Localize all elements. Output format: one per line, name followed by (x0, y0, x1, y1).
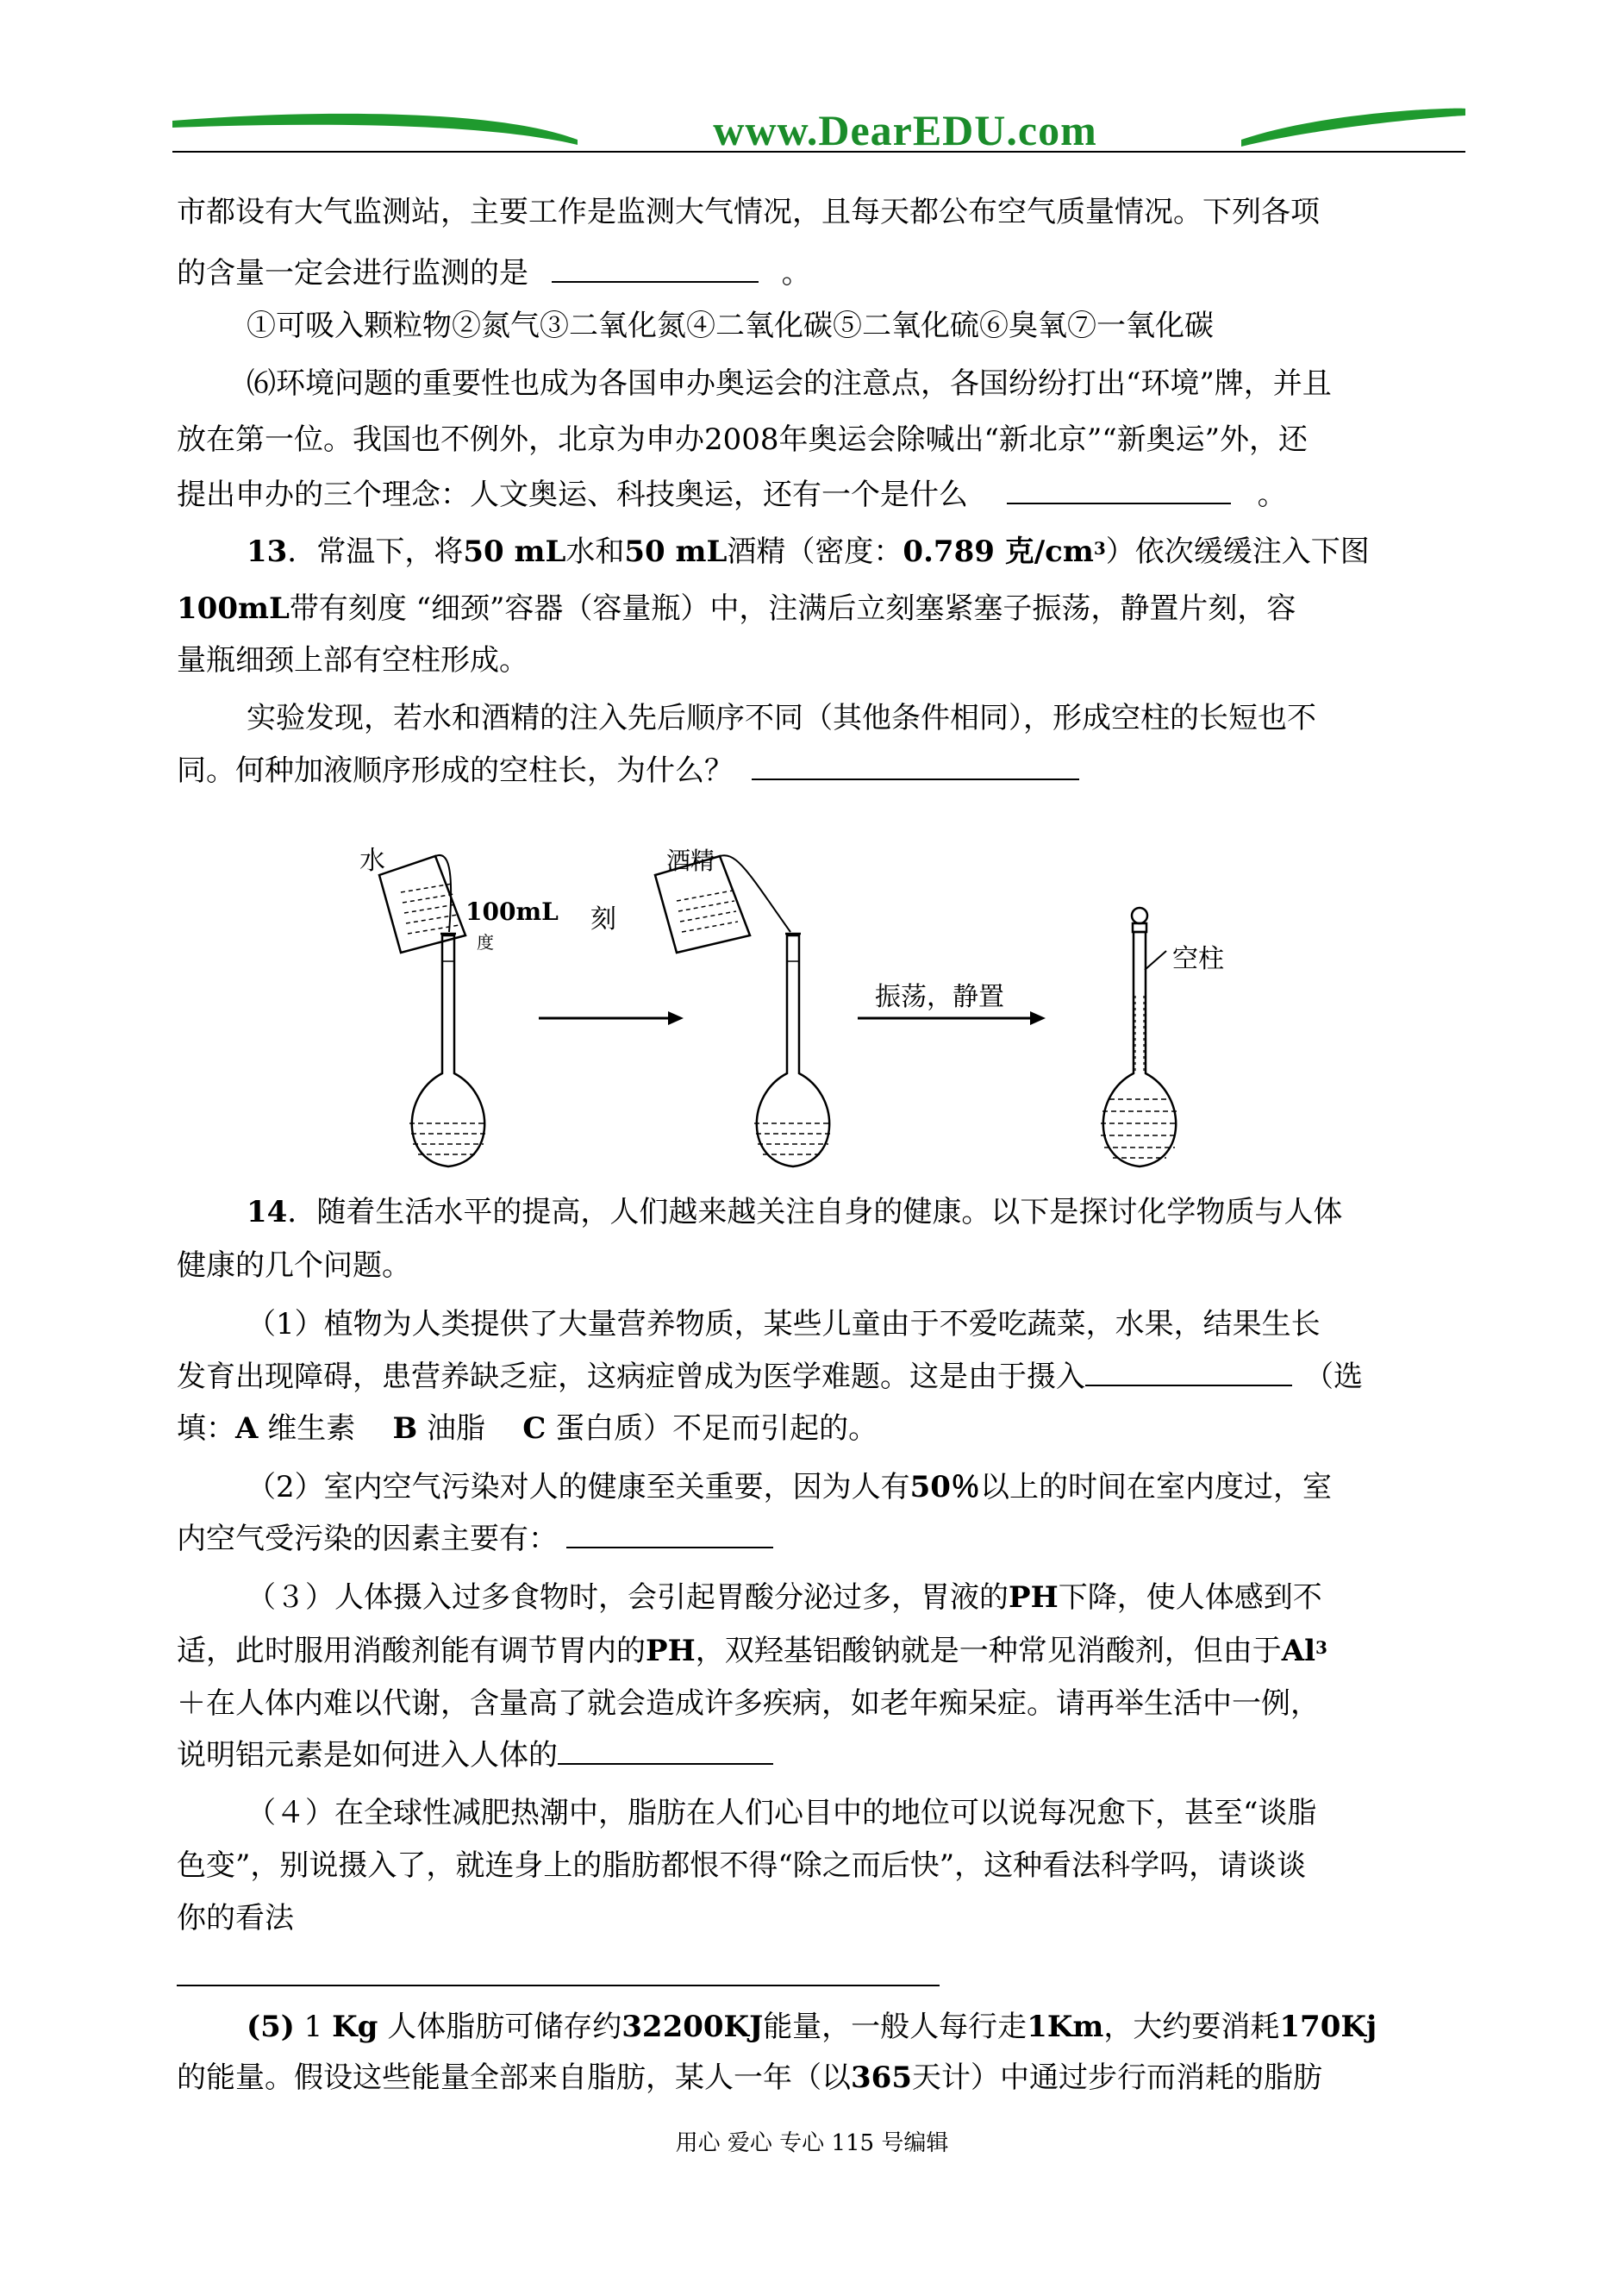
label-scale: 刻 (590, 904, 616, 935)
page-footer: 用心 爱心 专心 115 号编辑 (675, 2130, 949, 2156)
text-line: （４）在全球性减肥热潮中，脂肪在人们心目中的地位可以说每况愈下，甚至“谈脂 (247, 1796, 1317, 1830)
flask-2 (754, 934, 832, 1166)
text-line: 适，此时服用消酸剂能有调节胃内的PH，双羟基铝酸钠就是一种常见消酸剂，但由于Al$^3$ (177, 1634, 1327, 1668)
flask-1 (409, 934, 487, 1166)
question-13-line: 13．常温下，将50 mL水和50 mL酒精（密度：0.789 克$/cm^3$）依次缓缓注入下图 (247, 535, 1370, 569)
options-line: ①可吸入颗粒物②氮气③二氧化氮④二氧化碳⑤二氧化硫⑥臭氧⑦一氧化碳 (247, 309, 1214, 343)
answer-rule[interactable] (177, 1985, 940, 1986)
site-logo[interactable]: www.DearEDU.com (713, 106, 1097, 154)
beaker-water (379, 855, 465, 953)
answer-blank[interactable] (1007, 477, 1231, 504)
question-number: 13 (247, 535, 288, 569)
text-line: 同。何种加液顺序形成的空柱长，为什么？ (177, 750, 1461, 791)
question-number: 14 (247, 1195, 288, 1229)
answer-blank[interactable] (566, 1521, 773, 1548)
label-shake: 振荡，静置 (875, 982, 1004, 1012)
text-line: 的含量一定会进行监测的是 。 (177, 256, 811, 291)
experiment-figure (359, 846, 1306, 1168)
text-line: ＋在人体内难以代谢，含量高了就会造成许多疾病，如老年痴呆症。请再举生活中一例， (177, 1686, 1320, 1721)
text-line: ⑹环境问题的重要性也成为各国申办奥运会的注意点，各国纷纷打出“环境”牌，并且 (247, 366, 1332, 401)
text-line: （1）植物为人类提供了大量营养物质，某些儿童由于不爱吃蔬菜，水果，结果生长 (247, 1307, 1321, 1341)
text-line: 内空气受污染的因素主要有： (177, 1518, 1461, 1560)
flask-3 (1101, 908, 1178, 1166)
site-header (172, 102, 1465, 155)
text-line: 发育出现障碍，患营养缺乏症，这病症曾成为医学难题。这是由于摄入 （选 (177, 1360, 1363, 1394)
text-line: 说明铝元素是如何进入人体的 (177, 1735, 1461, 1776)
answer-blank[interactable] (752, 753, 1079, 780)
text-line: （３）人体摄入过多食物时，会引起胃酸分泌过多，胃液的PH下降，使人体感到不 (247, 1580, 1322, 1615)
label-flask-volume: 100mL (465, 897, 559, 926)
text-line: 提出申办的三个理念：人文奥运、科技奥运，还有一个是什么 。 (177, 478, 1287, 512)
label-water: 水 (359, 846, 385, 876)
text-line: 你的看法 (177, 1901, 294, 1935)
text-line: 色变”，别说摄入了，就连身上的脂肪都恨不得“除之而后快”，这种看法科学吗，请谈谈 (177, 1848, 1307, 1883)
text-line: （2）室内空气污染对人的健康至关重要，因为人有50％以上的时间在室内度过，室 (247, 1470, 1332, 1504)
arrow-2 (858, 1011, 1046, 1025)
text-line: 健康的几个问题。 (177, 1248, 411, 1283)
text-line: (5) 1 Kg 人体脂肪可储存约32200KJ能量，一般人每行走1Km，大约要消耗170Kj (247, 2010, 1377, 2044)
text-line: 市都设有大气监测站，主要工作是监测大气情况，且每天都公布空气质量情况。下列各项 (177, 195, 1320, 229)
answer-blank[interactable] (558, 1737, 773, 1765)
question-14-line: 14．随着生活水平的提高，人们越来越关注自身的健康。以下是探讨化学物质与人体 (247, 1195, 1343, 1229)
arrow-1 (539, 1011, 684, 1025)
text-line: 填：A 维生素 B 油脂 C 蛋白质）不足而引起的。 (177, 1411, 878, 1446)
text-line: 的能量。假设这些能量全部来自脂肪，某人一年（以365天计）中通过步行而消耗的脂肪 (177, 2060, 1322, 2095)
label-scale-cut: 度 (477, 932, 494, 953)
answer-blank[interactable] (1085, 1359, 1292, 1386)
answer-blank[interactable] (552, 255, 759, 283)
text-line: 放在第一位。我国也不例外，北京为申办2008年奥运会除喊出“新北京”“新奥运”外，还 (177, 422, 1309, 457)
label-air-column: 空柱 (1172, 944, 1224, 974)
text-line: 量瓶细颈上部有空柱形成。 (177, 643, 528, 678)
text-line: 实验发现，若水和酒精的注入先后顺序不同（其他条件相同），形成空柱的长短也不 (247, 701, 1316, 735)
label-alcohol: 酒精 (666, 847, 715, 875)
text-line: 100mL带有刻度 “细颈”容器（容量瓶）中，注满后立刻塞紧塞子振荡，静置片刻，容 (177, 591, 1296, 626)
